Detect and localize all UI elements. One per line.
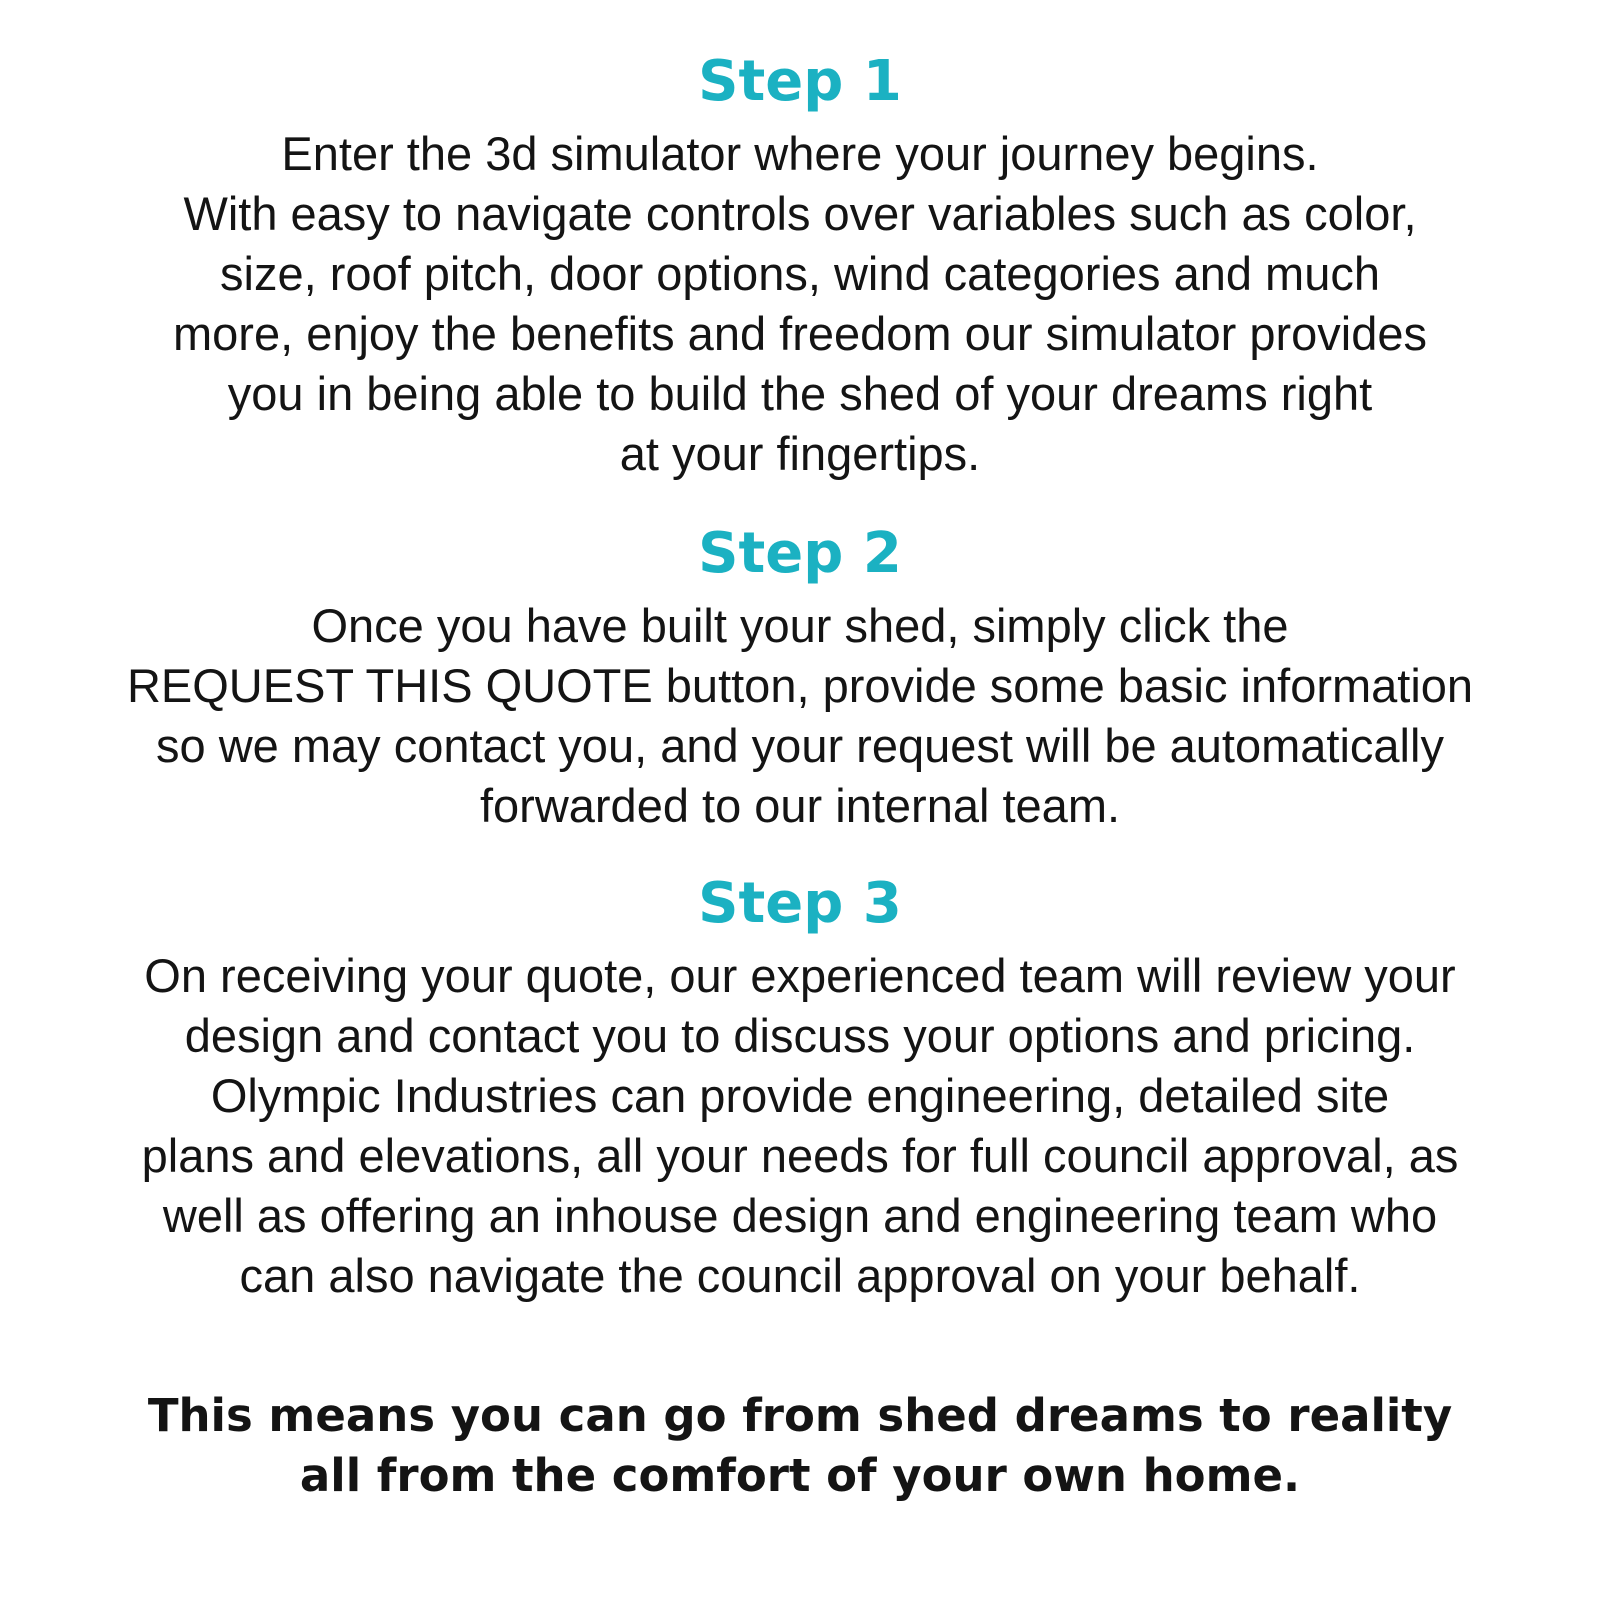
step-1-line: Enter the 3d simulator where your journey begins.	[281, 127, 1319, 180]
step-3-line: can also navigate the council approval on your behalf.	[239, 1249, 1361, 1302]
step-2-line: REQUEST THIS QUOTE button, provide some basic information	[126, 659, 1474, 712]
step-3-section	[0, 870, 1600, 1306]
closing-statement	[0, 1386, 1600, 1506]
step-3-body	[0, 946, 1600, 1306]
step-1-line: more, enjoy the benefits and freedom our simulator provides	[173, 307, 1427, 360]
step-1-body	[0, 124, 1600, 484]
step-1-line: With easy to navigate controls over variables such as color,	[183, 187, 1417, 240]
step-3-line: well as offering an inhouse design and engineering team who	[162, 1189, 1438, 1242]
step-1-section	[0, 48, 1600, 484]
closing-line: This means you can go from shed dreams to reality	[147, 1389, 1453, 1442]
step-1-line: size, roof pitch, door options, wind categories and much	[220, 247, 1380, 300]
step-2-body	[0, 596, 1600, 836]
step-3-line: On receiving your quote, our experienced team will review your	[144, 949, 1456, 1002]
step-3-line: design and contact you to discuss your options and pricing.	[184, 1009, 1416, 1062]
step-3-line: plans and elevations, all your needs for full council approval, as	[141, 1129, 1459, 1182]
step-2-line: forwarded to our internal team.	[479, 779, 1121, 832]
step-1-line: you in being able to build the shed of your dreams right	[227, 367, 1373, 420]
step-2-heading: Step 2	[698, 521, 902, 586]
step-2-line: Once you have built your shed, simply click the	[311, 599, 1289, 652]
step-1-line: at your fingertips.	[619, 427, 981, 480]
step-2-line: so we may contact you, and your request will be automatically	[156, 719, 1444, 772]
closing-line: all from the comfort of your own home.	[299, 1449, 1301, 1502]
step-1-heading: Step 1	[698, 49, 902, 114]
step-3-heading: Step 3	[698, 871, 902, 936]
step-2-section	[0, 520, 1600, 836]
step-3-line: Olympic Industries can provide engineering, detailed site	[210, 1069, 1390, 1122]
